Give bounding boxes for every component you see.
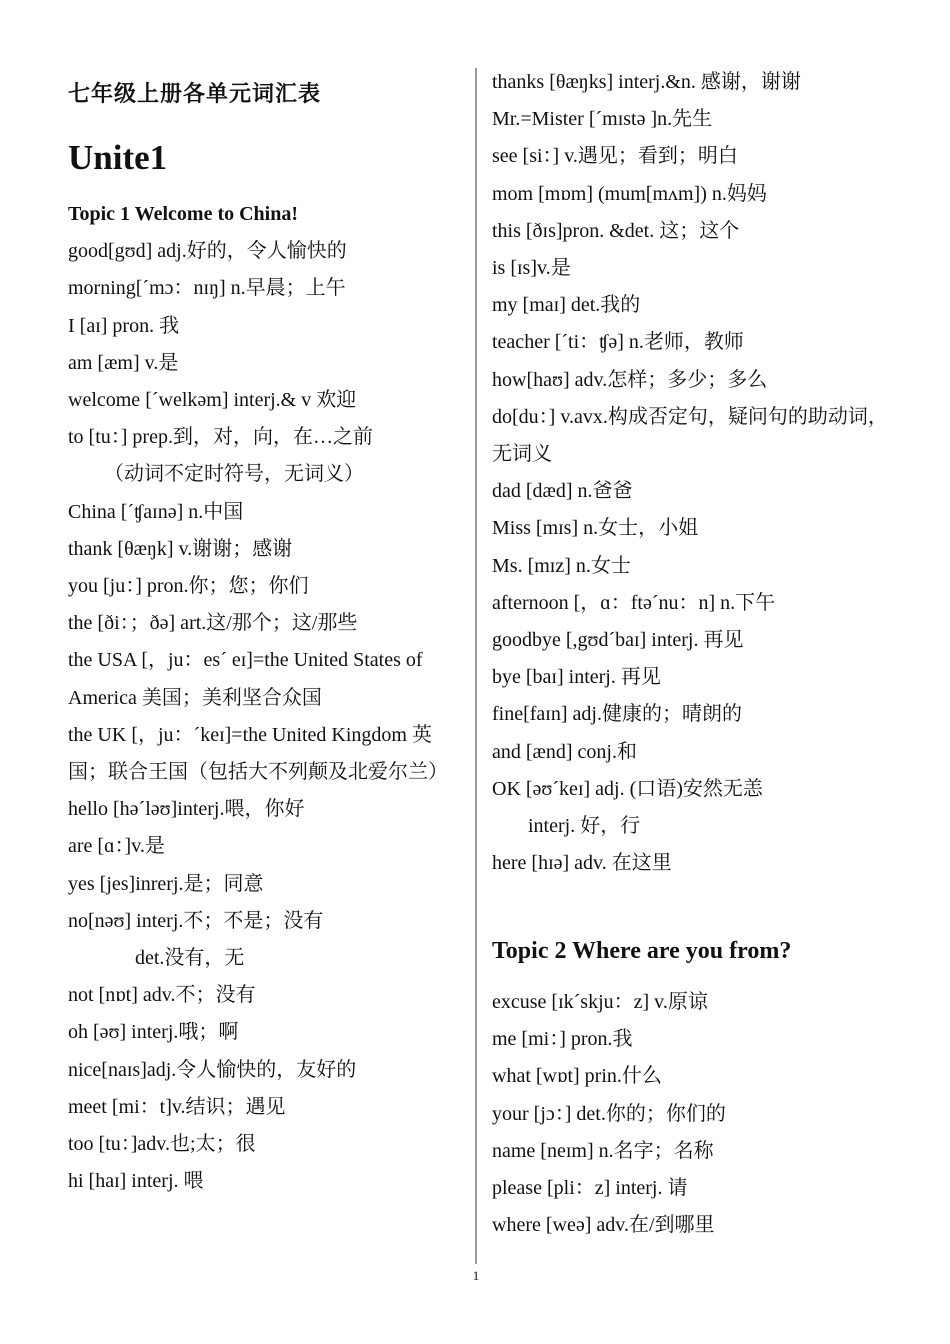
vocab-entry: your [jɔ：] det.你的；你们的 [492, 1102, 726, 1125]
topic-2-heading: Topic 2 Where are you from? [492, 938, 792, 964]
vocab-entry: no[nəʊ] interj.不；不是；没有 [68, 909, 324, 932]
vocab-entry: you [ju：] pron.你；您；你们 [68, 575, 309, 598]
vocab-entry: thanks [θæŋks] interj.&n. 感谢，谢谢 [492, 71, 801, 93]
vocab-entry: yes [jes]inrerj.是；同意 [68, 872, 264, 895]
vocab-entry: thank [θæŋk] v.谢谢；感谢 [68, 537, 293, 560]
vocab-entry: me [mi：] pron.我 [492, 1028, 633, 1051]
vocab-entry: det.没有，无 [135, 947, 245, 970]
vocab-entry: meet [mi：t]v.结识；遇见 [68, 1095, 286, 1118]
vocab-entry: how[haʊ] adv.怎样；多少；多么 [492, 368, 768, 391]
vocab-entry: do[du：] v.avx.构成否定句，疑问句的助动词，无词义 [492, 405, 888, 466]
column-divider [475, 68, 477, 1264]
vocab-entry: my [maɪ] det.我的 [492, 294, 641, 317]
vocab-entry: here [hɪə] adv. 在这里 [492, 852, 672, 875]
vocab-entry: the USA [，ju：esˊ eɪ]=the United States of America 美国；美利坚合众国 [68, 649, 423, 709]
vocab-entry: （动词不定时符号，无词义） [104, 463, 364, 486]
topic-heading: Topic 1 Welcome to China! [68, 203, 299, 225]
vocab-entry: this [ðɪs]pron. &det. 这；这个 [492, 219, 740, 242]
vocab-entry: is [ɪs]v.是 [492, 257, 571, 280]
vocab-entry: China [ˊʧaɪnə] n.中国 [68, 500, 244, 523]
vocab-entry: see [si：] v.遇见；看到；明白 [492, 145, 738, 168]
vocab-entry: excuse [ɪkˊskju：z] v.原谅 [492, 991, 708, 1013]
vocab-entry: too [tu：]adv.也;太；很 [68, 1133, 256, 1156]
vocab-entry: what [wɒt] prin.什么 [492, 1065, 662, 1088]
vocab-entry: afternoon [，ɑ：ftəˊnu：n] n.下午 [492, 591, 776, 614]
vocab-entry: bye [baɪ] interj. 再见 [492, 666, 661, 689]
vocab-entry: please [pli：z] interj. 请 [492, 1177, 688, 1200]
vocab-entry: the UK [，ju：ˊkeɪ]=the United Kingdom 英国；联合王国（包括大不列颠及北爱尔兰） [68, 723, 448, 784]
vocab-entry: where [weə] adv.在/到哪里 [492, 1214, 715, 1237]
unit-heading: Unite1 [68, 138, 168, 177]
vocab-entry: good[gʊd] adj.好的，令人愉快的 [68, 240, 347, 263]
document-title: 七年级上册各单元词汇表 [68, 82, 322, 107]
vocab-entry: Ms. [mɪz] n.女士 [492, 554, 631, 577]
vocab-entry: Miss [mɪs] n.女士，小姐 [492, 517, 699, 540]
vocab-entry: the [ði：；ðə] art.这/那个；这/那些 [68, 612, 358, 635]
vocab-entry: are [ɑ：]v.是 [68, 835, 165, 858]
vocab-entry: nice[naɪs]adj.令人愉快的，友好的 [68, 1058, 357, 1081]
vocab-entry: not [nɒt] adv.不；没有 [68, 984, 256, 1007]
page-number: 1 [472, 1268, 480, 1283]
vocab-entry: oh [əʊ] interj.哦；啊 [68, 1021, 239, 1044]
vocab-entry: interj. 好，行 [528, 815, 641, 838]
vocab-entry: I [aɪ] pron. 我 [68, 314, 180, 337]
vocab-entry: hello [həˊləʊ]interj.喂，你好 [68, 798, 305, 821]
vocab-entry: teacher [ˊti：ʧə] n.老师，教师 [492, 331, 744, 354]
vocab-entry: dad [dæd] n.爸爸 [492, 480, 633, 503]
vocab-entry: to [tu：] prep.到，对，向，在…之前 [68, 426, 373, 449]
vocab-list-left [68, 196, 462, 1200]
vocab-entry: morning[ˊmɔ：nɪŋ] n.早晨；上午 [68, 277, 346, 300]
vocab-entry: am [æm] v.是 [68, 351, 179, 374]
vocab-entry: mom [mɒm] (mum[mʌm]) n.妈妈 [492, 182, 767, 205]
vocab-entry: name [neɪm] n.名字；名称 [492, 1139, 714, 1162]
vocab-entry: OK [əʊˊkeɪ] adj. (口语)安然无恙 [492, 777, 763, 800]
vocab-entry: fine[faɪn] adj.健康的；晴朗的 [492, 703, 742, 726]
vocab-entry: Mr.=Mister [ˊmɪstə ]n.先生 [492, 108, 713, 131]
vocab-entry: hi [haɪ] interj. 喂 [68, 1170, 204, 1193]
vocab-list-right-topic1 [492, 64, 892, 882]
vocab-entry: welcome [ˊwelkəm] interj.& v 欢迎 [68, 389, 357, 412]
vocab-entry: and [ænd] conj.和 [492, 740, 637, 763]
vocab-list-right-topic2 [492, 984, 892, 1244]
vocab-entry: goodbye [,gʊdˊbaɪ] interj. 再见 [492, 629, 744, 652]
